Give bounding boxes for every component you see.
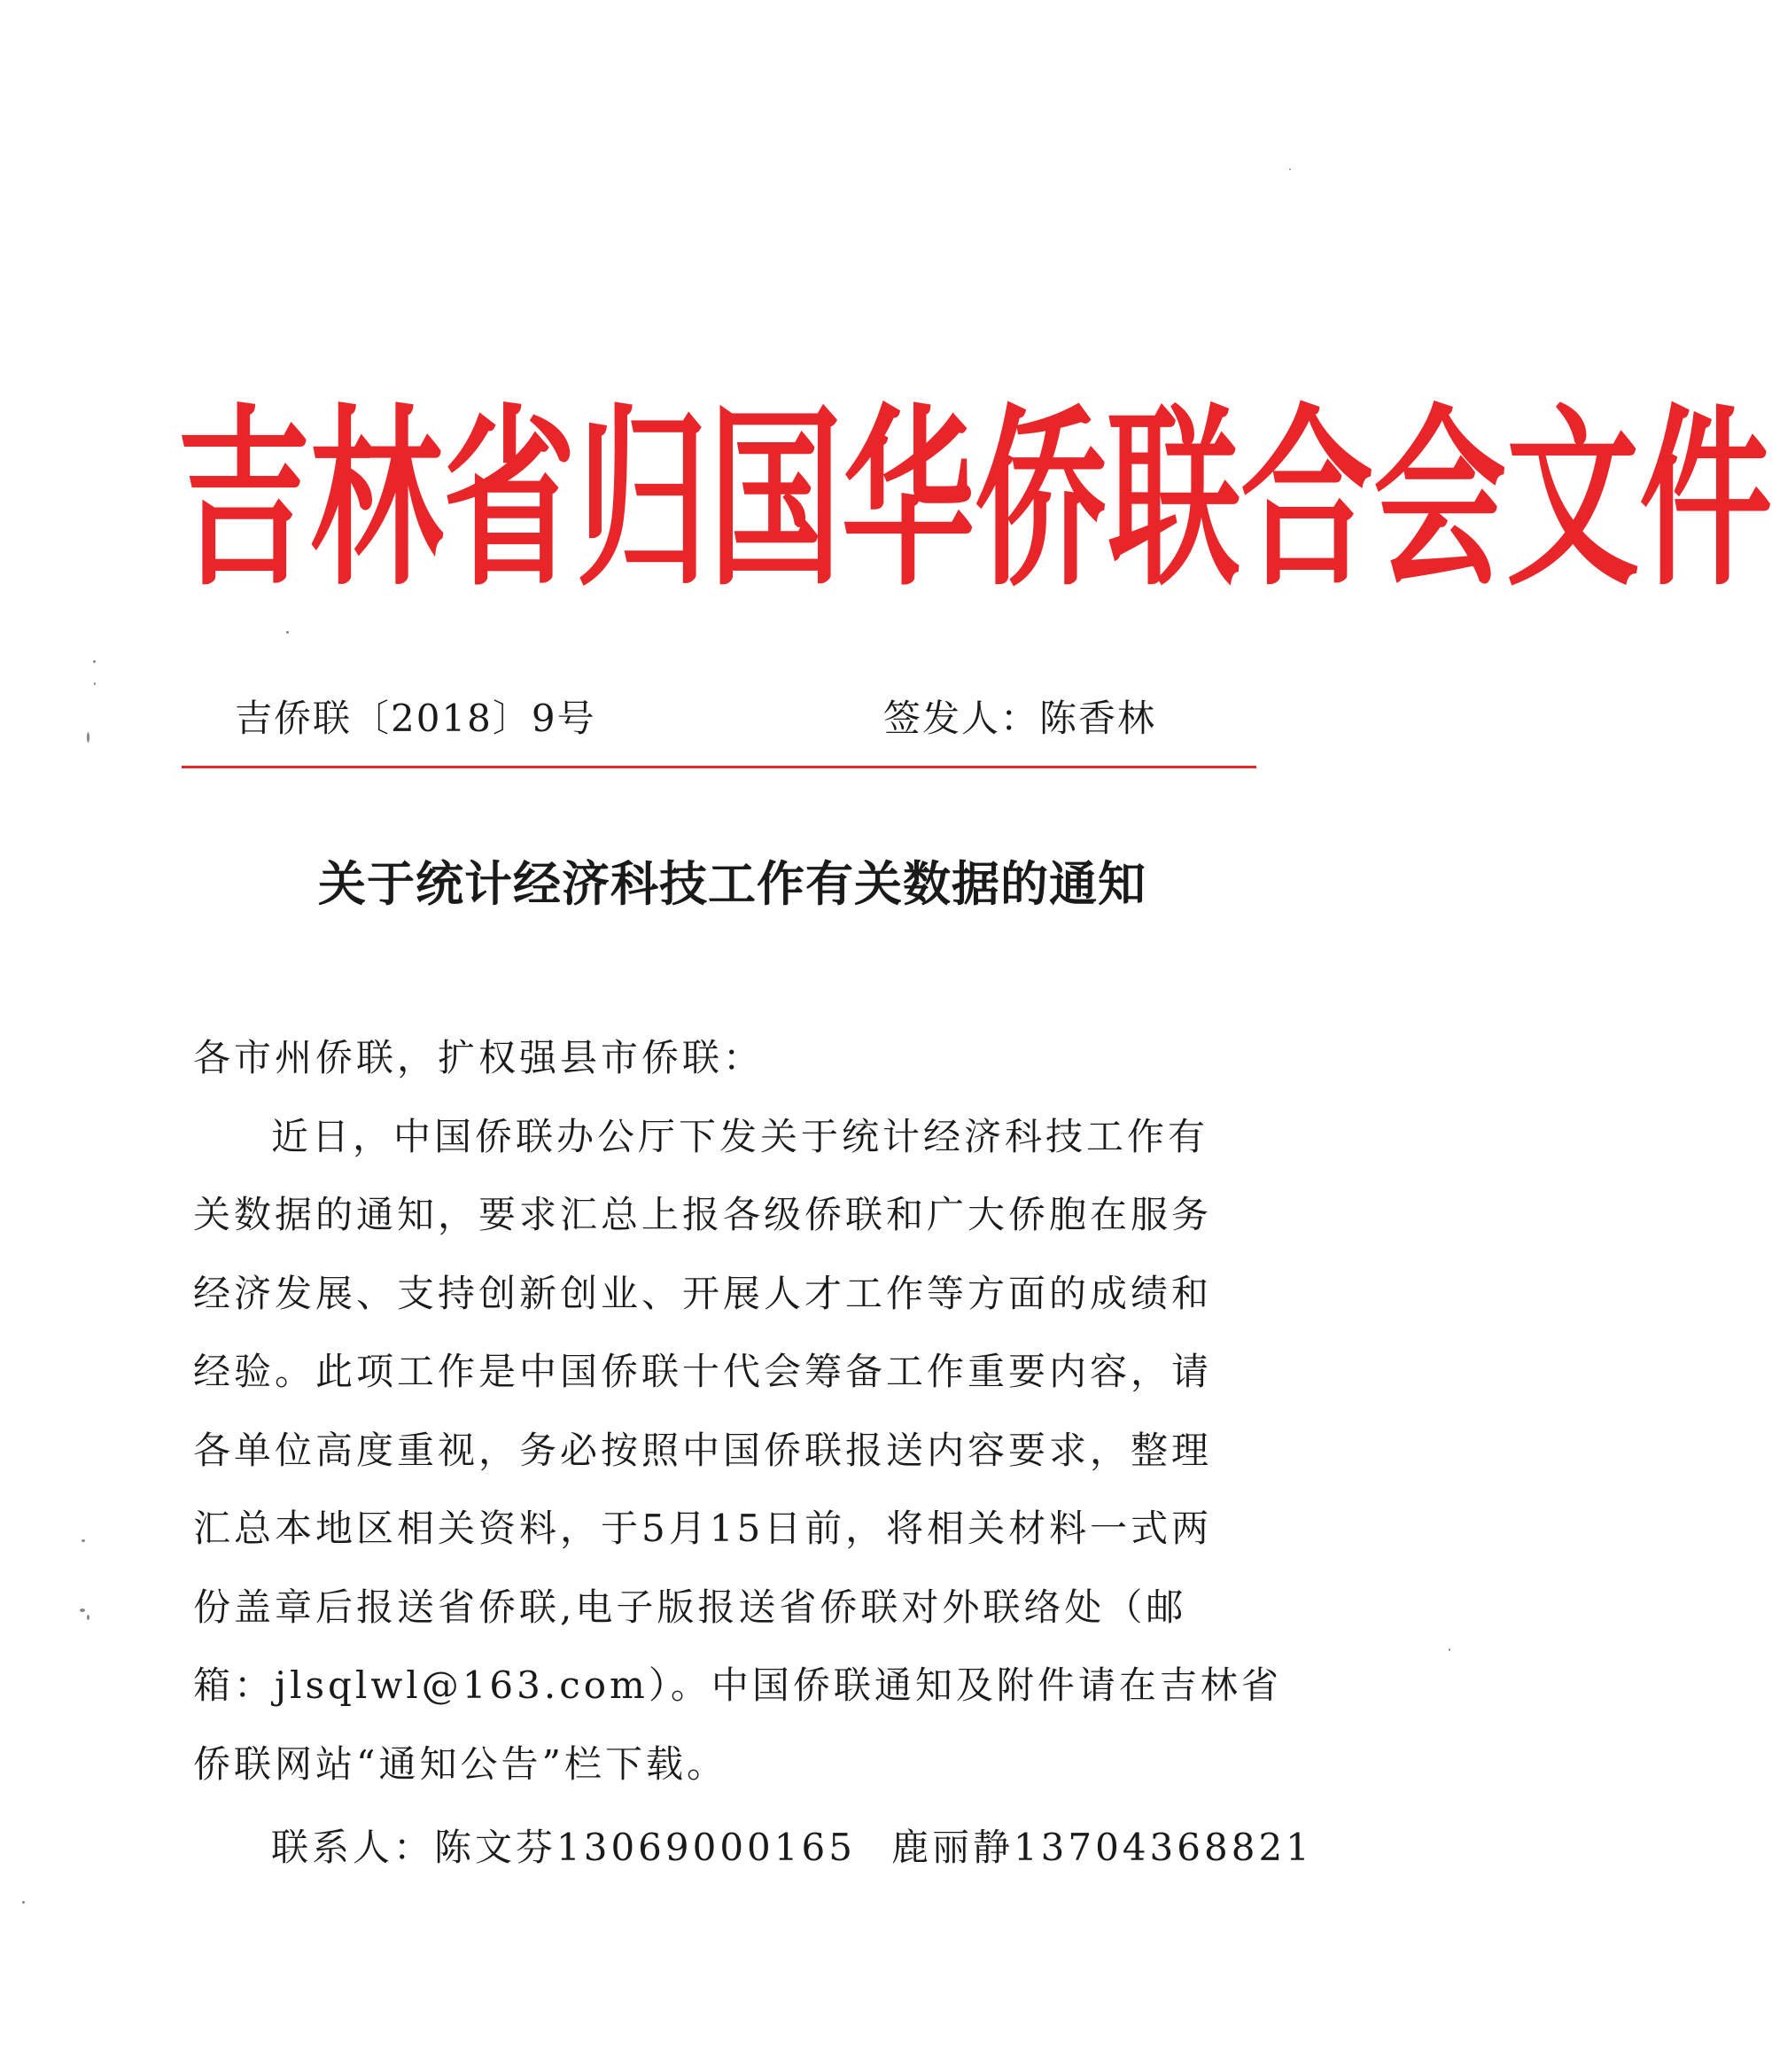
paragraph-line: 份盖章后报送省侨联,电子版报送省侨联对外联络处（邮 — [193, 1585, 1187, 1629]
paragraph-line: 经验。此项工作是中国侨联十代会筹备工作重要内容，请 — [193, 1350, 1213, 1393]
paragraph-line: 近日，中国侨联办公厅下发关于统计经济科技工作有 — [271, 1114, 1209, 1158]
letterhead-char: 件 — [1639, 388, 1772, 613]
paragraph-line: 各单位高度重视，务必按照中国侨联报送内容要求，整理 — [193, 1428, 1213, 1472]
paragraph-line: 经济发展、支持创新创业、开展人才工作等方面的成绩和 — [193, 1271, 1213, 1315]
document-title: 关于统计经济科技工作有关数据的通知 — [318, 856, 1146, 912]
letterhead-char: 归 — [576, 388, 710, 613]
contact-person-1: 联系人：陈文芬13069000165 — [271, 1826, 856, 1869]
scan-speck — [1449, 1648, 1450, 1651]
letterhead-char: 侨 — [975, 388, 1108, 613]
letterhead-char: 华 — [842, 388, 975, 613]
letterhead-char: 文 — [1506, 388, 1640, 613]
salutation: 各市州侨联，扩权强县市侨联： — [193, 1036, 765, 1079]
paragraph-line: 关数据的通知，要求汇总上报各级侨联和广大侨胞在服务 — [193, 1193, 1213, 1236]
document-number: 吉侨联〔2018〕9号 — [235, 697, 596, 740]
scan-speck — [82, 1539, 85, 1542]
scan-speck — [87, 1615, 89, 1620]
paragraph-line: 侨联网站“通知公告”栏下载。 — [193, 1741, 727, 1786]
paragraph-line: 箱：jlsqlwl@163.com）。中国侨联通知及附件请在吉林省 — [193, 1663, 1282, 1707]
scan-speck — [286, 631, 289, 634]
contact-person-2: 鹿丽静13704368821 — [890, 1826, 1313, 1869]
contact-line — [193, 1809, 1313, 1888]
scan-speck — [22, 1901, 25, 1904]
document-meta — [235, 689, 1156, 743]
letterhead-char: 林 — [310, 388, 444, 613]
letterhead-char: 联 — [1108, 388, 1241, 613]
scan-speck — [1289, 168, 1291, 170]
scan-speck — [87, 732, 89, 743]
paragraph-line: 汇总本地区相关资料，于5月15日前，将相关材料一式两 — [193, 1507, 1213, 1550]
document-body — [193, 1019, 1313, 1888]
letterhead-char: 吉 — [177, 388, 311, 613]
scan-speck — [94, 682, 96, 685]
scan-speck — [93, 660, 96, 663]
red-divider — [182, 766, 1256, 768]
issuer-signature: 签发人：陈香林 — [882, 697, 1156, 740]
letterhead-title — [177, 340, 1772, 662]
letterhead-char: 合 — [1240, 388, 1374, 613]
letterhead-char: 国 — [709, 388, 843, 613]
letterhead-char: 省 — [443, 388, 577, 613]
letterhead-char: 会 — [1373, 388, 1507, 613]
scan-speck — [80, 1609, 85, 1612]
